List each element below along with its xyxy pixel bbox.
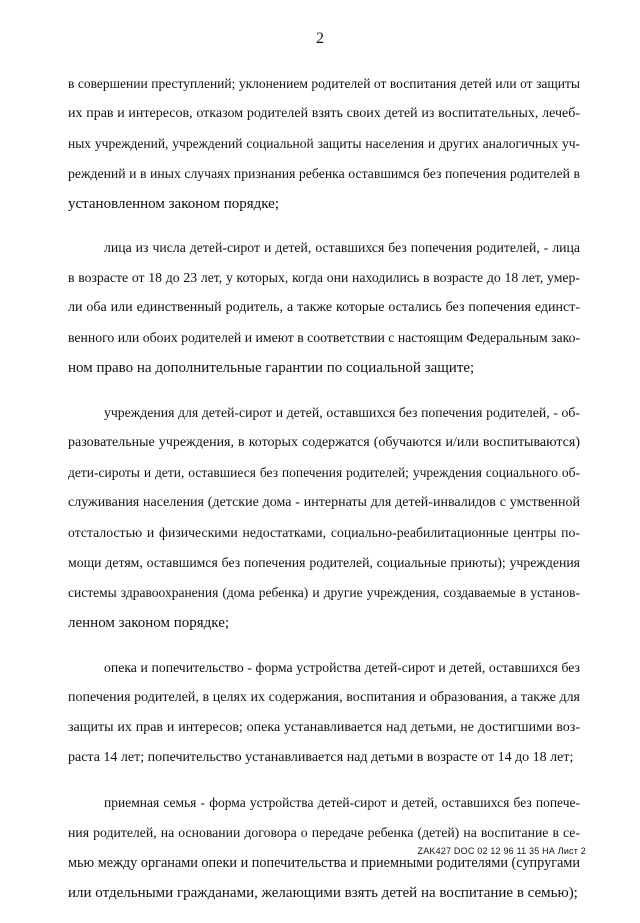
text-line: дети-сироты и дети, оставшиеся без попечения родителей; учреждения социального об- xyxy=(68,465,580,480)
paragraph xyxy=(68,233,580,383)
text-line: ных учреждений, учреждений социальной защиты населения и других аналогичных уч- xyxy=(68,136,580,151)
text-line: венного или обоих родителей и имеют в соответствии с настоящим Федеральным зако- xyxy=(68,330,581,345)
text-line: защиты их прав и интересов; опека устанавливается над детьми, не достигшими воз- xyxy=(68,720,580,735)
paragraph xyxy=(68,398,580,638)
text-line: раста 14 лет; попечительство устанавливается над детьми в возрасте от 14 до 18 лет; xyxy=(68,750,574,765)
text-line: разовательные учреждения, в которых содержатся (обучаются и/или воспитываются) xyxy=(68,435,580,450)
document-body xyxy=(68,69,580,923)
text-line: ленном законом порядке; xyxy=(68,615,230,631)
paragraph xyxy=(68,653,580,773)
text-line: приемная семья - форма устройства детей-сирот и детей, оставшихся без попече- xyxy=(104,795,580,810)
text-line: системы здравоохранения (дома ребенка) и другие учреждения, создаваемые в установ- xyxy=(68,585,580,600)
text-line: ном право на дополнительные гарантии по социальной защите; xyxy=(68,360,475,376)
text-line: служивания населения (детские дома - интернаты для детей-инвалидов с умственной xyxy=(68,495,580,510)
text-line: ния родителей, на основании договора о передаче ребенка (детей) на воспитание в се- xyxy=(68,825,580,840)
text-line: мью между органами опеки и попечительства и приемными родителями (супругами xyxy=(68,855,581,871)
page-number: 2 xyxy=(316,30,324,47)
paragraph xyxy=(68,69,580,219)
text-line: учреждения для детей-сирот и детей, оставшихся без попечения родителей, - об- xyxy=(104,405,580,420)
text-line: в совершении преступлений; уклонением родителей от воспитания детей или от защиты xyxy=(68,76,580,91)
text-line: или отдельными гражданами, желающими взять детей на воспитание в семью); xyxy=(68,885,578,901)
text-line: реждений и в иных случаях признания ребенка оставшимся без попечения родителей в xyxy=(68,166,580,181)
text-line: мощи детям, оставшимся без попечения родителей, социальные приюты); учреждения xyxy=(68,555,580,570)
text-line: ли оба или единственный родитель, а также которые остались без попечения единст- xyxy=(68,300,580,315)
text-line: в возрасте от 18 до 23 лет, у которых, когда они находились в возрасте до 18 лет, умер- xyxy=(68,270,580,285)
text-line: отсталостью и физическими недостатками, социально-реабилитационные центры по- xyxy=(68,525,580,540)
text-line: их прав и интересов, отказом родителей взять своих детей из воспитательных, лечеб- xyxy=(68,106,580,121)
text-line: попечения родителей, в целях их содержания, воспитания и образования, а также для xyxy=(68,690,580,705)
text-line: опека и попечительство - форма устройства детей-сирот и детей, оставшихся без xyxy=(104,660,580,675)
text-line: установленном законом порядке; xyxy=(68,196,280,212)
document-footer: ZAK427 DOC 02 12 96 11 35 НА Лист 2 xyxy=(417,846,586,856)
text-line: лица из числа детей-сирот и детей, оставшихся без попечения родителей, - лица xyxy=(104,240,580,255)
